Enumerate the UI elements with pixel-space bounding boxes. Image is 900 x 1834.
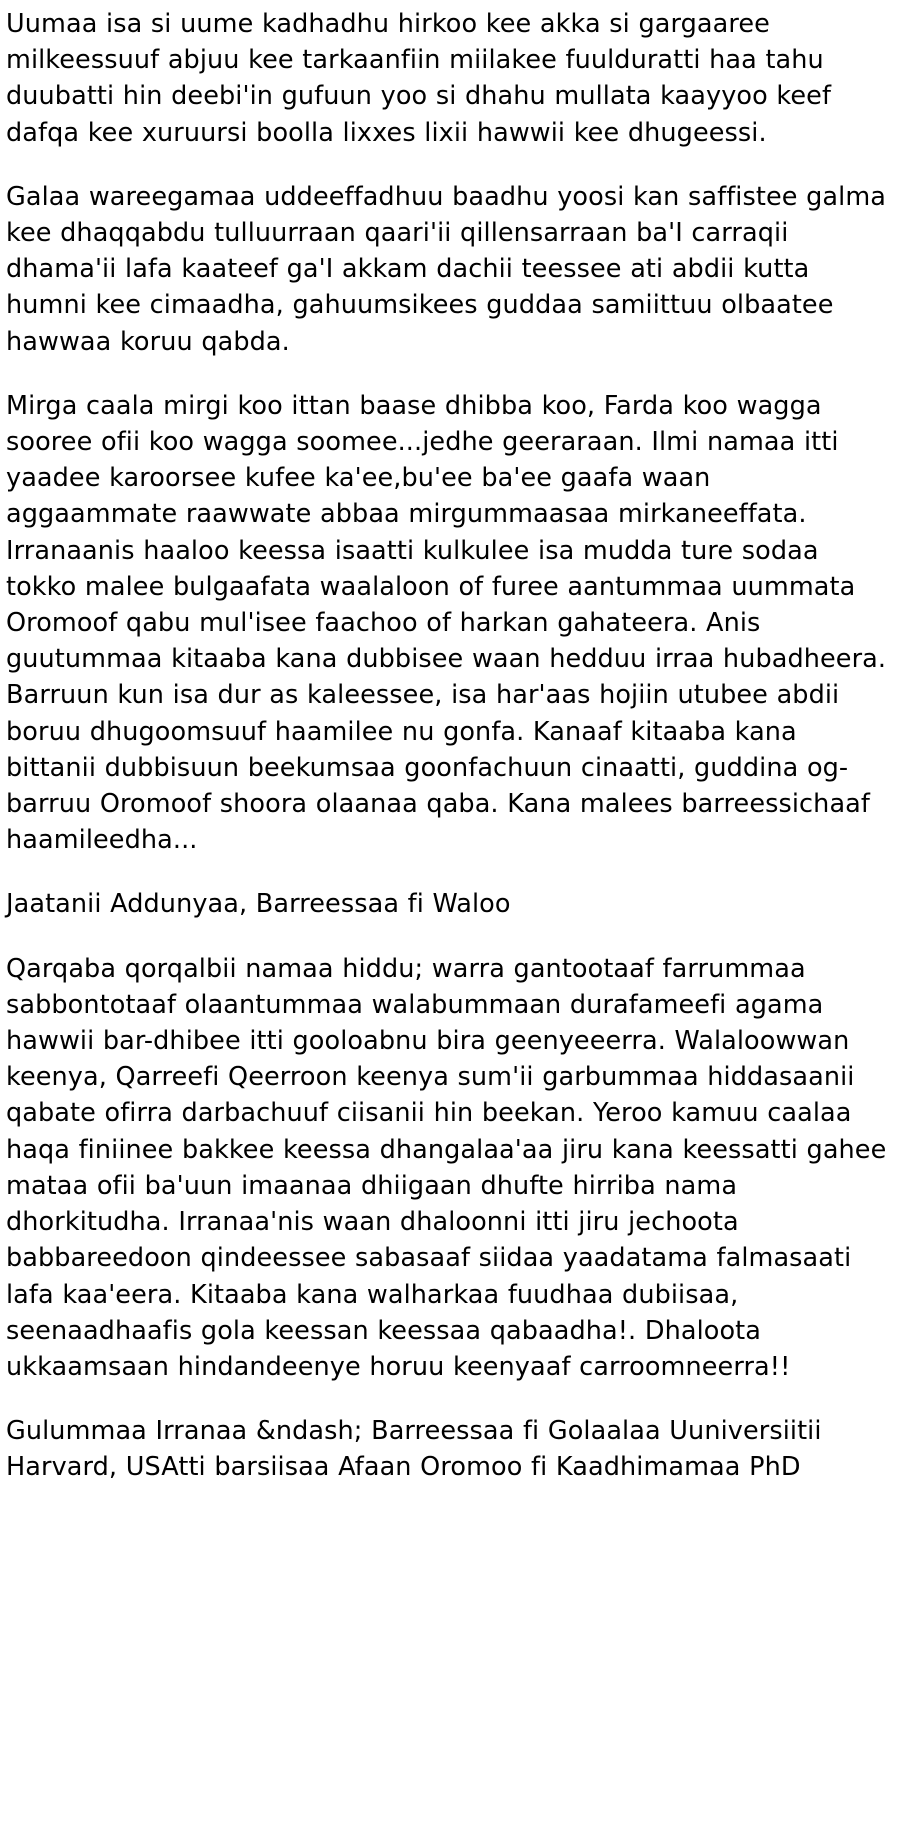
- paragraph: Uumaa isa si uume kadhadhu hirkoo kee akka si gargaaree milkeessuuf abjuu kee tarkaanfiin miilakee fuulduratti haa tahu duubatti hin deebi'in gufuun yoo si dhahu mullata kaayyoo keef dafqa kee xuruursi boolla lixxes lixii hawwii kee dhugeessi.: [6, 9, 832, 148]
- paragraph-signature: Gulummaa Irranaa &ndash; Barreessaa fi Golaalaa Uuniversiitii Harvard, USAtti barsiisaa Afaan Oromoo fi Kaadhimamaa PhD: [6, 1416, 822, 1483]
- paragraph-author-attribution: Jaatanii Addunyaa, Barreessaa fi Waloo: [6, 889, 511, 920]
- paragraph: Galaa wareegamaa uddeeffadhuu baadhu yoosi kan saffistee galma kee dhaqqabdu tulluurraan qaari'ii qillensarraan ba'I carraqii dhama'ii lafa kaateef ga'I akkam dachii teessee ati abdii kutta humni kee cimaadha, gahuumsikees guddaa samiittuu olbaatee hawwaa koruu qabda.: [6, 181, 887, 357]
- paragraph: Qarqaba qorqalbii namaa hiddu; warra gantootaaf farrummaa sabbontotaaf olaantummaa walabummaan durafameefi agama hawwii bar-dhibee itti gooloabnu bira geenyeeerra. Walaloowwan keenya, Qarreefi Qeerroon keenya sum'ii garbummaa hiddasaanii qabate ofirra darbachuuf ciisanii hin beekan. Yeroo kamuu caalaa haqa finiinee bakkee keessa dhangalaa'aa jiru kana keessatti gahee mataa ofii ba'uun imaanaa dhiigaan dhufte hirriba nama dhorkitudha. Irranaa'nis waan dhaloonni itti jiru jechoota babbareedoon qindeessee sabasaaf siidaa yaadatama falmasaati lafa kaa'eera. Kitaaba kana walharkaa fuudhaa dubiisaa, seenaadhaafis gola keessan keessaa qabaadha!. Dhaloota ukkaamsaan hindandeenye horuu keenyaaf carroomneerra!!: [6, 953, 887, 1382]
- paragraph: Mirga caala mirgi koo ittan baase dhibba koo, Farda koo wagga sooree ofii koo wagga soomee...jedhe geeraraan. Ilmi namaa itti yaadee karoorsee kufee ka'ee,bu'ee ba'ee gaafa waan aggaammate raawwate abbaa mirgummaasaa mirkaneeffata. Irranaanis haaloo keessa isaatti kulkulee isa mudda ture sodaa tokko malee bulgaafata waalaloon of furee aantummaa uummata Oromoof qabu mul'isee faachoo of harkan gahateera. Anis guutummaa kitaaba kana dubbisee waan hedduu irraa hubadheera. Barruun kun isa dur as kaleessee, isa har'aas hojiin utubee abdii boruu dhugoomsuuf haamilee nu gonfa. Kanaaf kitaaba kana bittanii dubbisuun beekumsaa goonfachuun cinaatti, guddina og-barruu Oromoof shoora olaanaa qaba. Kana malees barreessichaaf haamileedha...: [6, 390, 887, 856]
